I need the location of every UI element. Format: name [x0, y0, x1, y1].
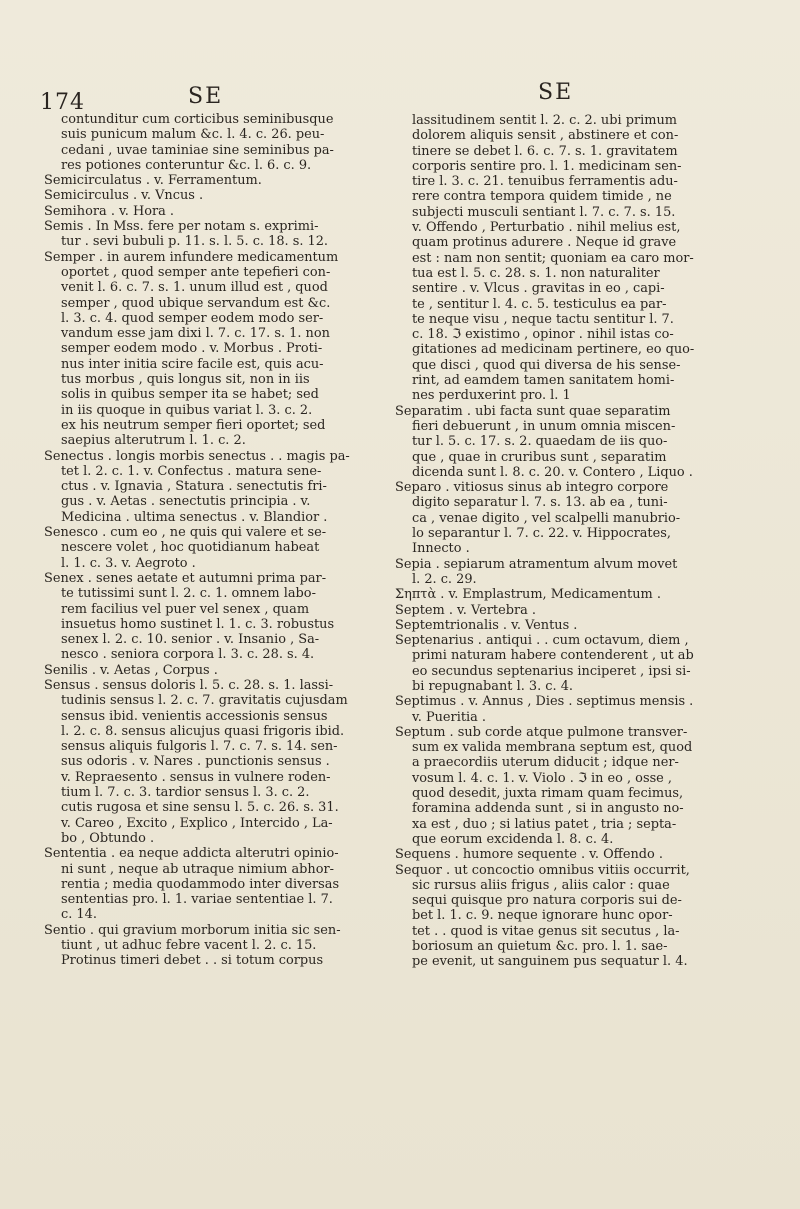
entry-headword-line: Semihora . v. Hora . — [44, 203, 175, 219]
entry-line: vandum esse jam dixi l. 7. c. 17. s. 1. non — [61, 326, 330, 342]
entry-line: tiunt , ut adhuc febre vacent l. 2. c. 15. — [61, 938, 317, 954]
entry-line: est : nam non sentit; quoniam ea caro mor- — [412, 250, 694, 266]
entry-line: sententias pro. l. 1. variae sententiae l. 7. — [61, 892, 333, 908]
entry-line: sic rursus aliis frigus , aliis calor : quae — [412, 877, 670, 893]
entry-line: sum ex valida membrana septum est, quod — [412, 740, 693, 756]
entry-line: rentia ; media quodammodo inter diversas — [61, 876, 340, 892]
entry-headword-line: Σηπτὰ . v. Emplastrum, Medicamentum . — [395, 587, 661, 603]
entry-line: l. 2. c. 29. — [412, 571, 477, 587]
entry-line: ctus . v. Ignavia , Statura . senectutis fri- — [61, 479, 327, 495]
entry-line: c. 14. — [61, 907, 97, 923]
entry-line: quam protinus adurere . Neque id grave — [412, 235, 677, 251]
entry-line: boriosum an quietum &c. pro. l. 1. sae- — [412, 939, 668, 955]
entry-line: que eorum excidenda l. 8. c. 4. — [412, 831, 614, 847]
entry-line: tire l. 3. c. 21. tenuibus ferramentis adu- — [412, 174, 678, 190]
entry-headword-line: Senex . senes aetate et autumni prima par- — [44, 570, 327, 586]
entry-line: tur l. 5. c. 17. s. 2. quaedam de iis quo- — [412, 434, 668, 450]
page-number: 174 — [40, 90, 85, 115]
entry-line: semper , quod ubique servandum est &c. — [61, 295, 331, 311]
entry-line: rint, ad eamdem tamen sanitatem homi- — [412, 373, 675, 389]
entry-line: a praecordiis uterum diducit ; idque ner- — [412, 755, 679, 771]
entry-line: Protinus timeri debet . . si totum corpus — [61, 953, 324, 969]
entry-line: tinere se debet l. 6. c. 7. s. 1. gravitatem — [412, 143, 678, 159]
entry-line: bet l. 1. c. 9. neque ignorare hunc opor- — [412, 908, 673, 924]
entry-headword-line: Sequor . ut concoctio omnibus vitiis occurrit, — [395, 862, 690, 878]
entry-line: vosum l. 4. c. 1. v. Violo . ℑ in eo , osse , — [412, 770, 673, 786]
entry-line: v. Pueritia . — [412, 709, 487, 725]
entry-headword-line: Sentio . qui gravium morborum initia sic sen- — [44, 922, 341, 938]
entry-line: fieri debuerunt , in unum omnia miscen- — [412, 418, 676, 434]
entry-line: ni sunt , neque ab utraque nimium abhor- — [61, 861, 334, 877]
entry-line: eo secundus septenarius inciperet , ipsi si- — [412, 663, 691, 679]
entry-line: v. Repraesento . sensus in vulnere roden- — [61, 769, 331, 785]
entry-line: l. 2. c. 8. sensus alicujus quasi frigoris ibid. — [61, 723, 345, 739]
entry-headword-line: Septem . v. Vertebra . — [395, 602, 537, 618]
entry-line: rere contra tempora quidem timide , ne — [412, 189, 672, 205]
entry-line: cedani , uvae taminiae sine seminibus pa- — [61, 142, 334, 158]
entry-line: l. 3. c. 4. quod semper eodem modo ser- — [61, 310, 324, 326]
entry-headword-line: Septimus . v. Annus , Dies . septimus mensis . — [395, 694, 694, 710]
entry-headword-line: Senilis . v. Aetas , Corpus . — [44, 662, 218, 678]
entry-line: bi repugnabant l. 3. c. 4. — [412, 678, 574, 694]
entry-line: corporis sentire pro. l. 1. medicinam sen- — [412, 158, 682, 174]
entry-line: sentire . v. Vlcus . gravitas in eo , capi- — [412, 281, 665, 297]
entry-line: foramina addenda sunt , si in angusto no- — [412, 801, 684, 817]
entry-line: v. Careo , Excito , Explico , Intercido , La- — [61, 815, 333, 831]
entry-headword-line: Separatim . ubi facta sunt quae separatim — [395, 403, 671, 419]
entry-headword-line: Semicirculatus . v. Ferramentum. — [44, 173, 262, 189]
entry-headword-line: Sententia . ea neque addicta alterutri opinio- — [44, 846, 339, 862]
entry-line: digito separatur l. 7. s. 13. ab ea , tuni- — [412, 495, 668, 511]
entry-headword-line: Senesco . cum eo , ne quis qui valere et se- — [44, 525, 327, 541]
entry-line: ca , venae digito , vel scalpelli manubrio- — [412, 510, 681, 526]
running-header-left: SE — [188, 84, 224, 109]
entry-line: tus morbus , quis longus sit, non in iis — [61, 372, 310, 388]
running-header-right: SE — [538, 80, 574, 105]
entry-line: dicenda sunt l. 8. c. 20. v. Contero , Liquo . — [412, 464, 693, 480]
entry-line: insuetus homo sustinet l. 1. c. 3. robustus — [61, 616, 335, 632]
entry-line: tur . sevi bubuli p. 11. s. l. 5. c. 18. s. 12. — [61, 234, 329, 250]
entry-line: que disci , quod qui diversa de his sense- — [412, 357, 681, 373]
entry-line: sensus ibid. venientis accessionis sensus — [61, 708, 328, 724]
entry-line: Medicina . ultima senectus . v. Blandior . — [61, 509, 328, 525]
entry-line: lassitudinem sentit l. 2. c. 2. ubi primum — [412, 113, 677, 128]
entry-headword-line: Sepia . sepiarum atramentum alvum movet — [395, 556, 678, 572]
entry-line: sus odoris . v. Nares . punctionis sensus . — [61, 754, 330, 770]
entry-headword-line: Septenarius . antiqui . . cum octavum, diem , — [395, 633, 689, 649]
entry-line: sequi quisque pro natura corporis sui de- — [412, 893, 682, 909]
entry-line: subjecti musculi sentiant l. 7. c. 7. s. 15. — [412, 204, 676, 220]
entry-line: nesco . seniora corpora l. 3. c. 28. s. 4. — [61, 647, 315, 663]
entry-line: oportet , quod semper ante tepefieri con- — [61, 264, 331, 280]
entry-headword-line: Septemtrionalis . v. Ventus . — [395, 617, 578, 633]
entry-headword-line: Septum . sub corde atque pulmone transver- — [395, 724, 688, 740]
entry-line: quod desedit, juxta rimam quam fecimus, — [412, 786, 684, 802]
entry-line: saepius alterutrum l. 1. c. 2. — [61, 433, 246, 449]
entry-line: res potiones conteruntur &c. l. 6. c. 9. — [61, 157, 312, 173]
entry-line: semper eodem modo . v. Morbus . Proti- — [61, 341, 323, 357]
entry-line: que , quae in cruribus sunt , separatim — [412, 449, 667, 465]
entry-line: contunditur cum corticibus seminibusque — [61, 112, 334, 127]
entry-headword-line: Semicirculus . v. Vncus . — [44, 188, 204, 204]
entry-line: sensus aliquis fulgoris l. 7. c. 7. s. 14. sen- — [61, 739, 338, 755]
entry-line: solis in quibus semper ita se habet; sed — [61, 387, 319, 403]
entry-line: pe evenit, ut sanguinem pus sequatur l. 4. — [412, 954, 688, 970]
left-column — [44, 112, 374, 969]
entry-line: te , sentitur l. 4. c. 5. testiculus ea par- — [412, 296, 667, 312]
entry-line: v. Offendo , Perturbatio . nihil melius est, — [412, 220, 681, 236]
entry-line: tua est l. 5. c. 28. s. 1. non naturaliter — [412, 265, 660, 281]
entry-line: gitationes ad medicinam pertinere, eo quo- — [412, 342, 695, 358]
entry-line: rem facilius vel puer vel senex , quam — [61, 601, 310, 617]
entry-line: tet l. 2. c. 1. v. Confectus . matura sene- — [61, 463, 322, 479]
right-column — [395, 113, 725, 970]
entry-line: dolorem aliquis sensit , abstinere et con- — [412, 128, 679, 144]
entry-line: Innecto . — [412, 541, 470, 557]
entry-line: nes perduxerint pro. l. 1 — [412, 388, 571, 404]
entry-line: bo , Obtundo . — [61, 830, 155, 846]
entry-line: tium l. 7. c. 3. tardior sensus l. 3. c. 2. — [61, 785, 310, 801]
entry-line: l. 1. c. 3. v. Aegroto . — [61, 555, 196, 571]
entry-line: in iis quoque in quibus variat l. 3. c. 2. — [61, 402, 313, 418]
entry-line: te tutissimi sunt l. 2. c. 1. omnem labo- — [61, 586, 316, 602]
entry-line: gus . v. Aetas . senectutis principia . v. — [61, 494, 311, 510]
entry-line: nus inter initia scire facile est, quis acu- — [61, 356, 324, 372]
entry-line: cutis rugosa et sine sensu l. 5. c. 26. s. 31. — [61, 800, 339, 816]
entry-line: tet . . quod is vitae genus sit secutus , la- — [412, 923, 680, 939]
entry-headword-line: Separo . vitiosus sinus ab integro corpore — [395, 480, 669, 496]
entry-line: ex his neutrum semper fieri oportet; sed — [61, 417, 326, 433]
entry-line: nescere volet , hoc quotidianum habeat — [61, 540, 320, 556]
entry-headword-line: Senectus . longis morbis senectus . . magis pa- — [44, 448, 350, 464]
entry-line: lo separantur l. 7. c. 22. v. Hippocrates, — [412, 526, 671, 542]
entry-line: tudinis sensus l. 2. c. 7. gravitatis cujusdam — [61, 693, 348, 709]
entry-headword-line: Semper . in aurem infundere medicamentum — [44, 249, 339, 265]
entry-line: senex l. 2. c. 10. senior . v. Insanio , Sa- — [61, 632, 320, 648]
entry-headword-line: Sensus . sensus doloris l. 5. c. 28. s. 1. lassi- — [44, 677, 334, 693]
entry-line: xa est , duo ; si latius patet , tria ; septa- — [412, 816, 677, 832]
entry-line: c. 18. ℑ existimo , opinor . nihil istas co- — [412, 327, 674, 343]
entry-line: primi naturam habere contenderent , ut ab — [412, 648, 694, 664]
entry-line: te neque visu , neque tactu sentitur l. 7. — [412, 311, 674, 327]
entry-headword-line: Semis . In Mss. fere per notam s. exprimi- — [44, 219, 319, 235]
entry-headword-line: Sequens . humore sequente . v. Offendo . — [395, 847, 663, 863]
entry-line: venit l. 6. c. 7. s. 1. unum illud est , quod — [61, 280, 328, 296]
entry-line: suis punicum malum &c. l. 4. c. 26. peu- — [61, 127, 325, 143]
